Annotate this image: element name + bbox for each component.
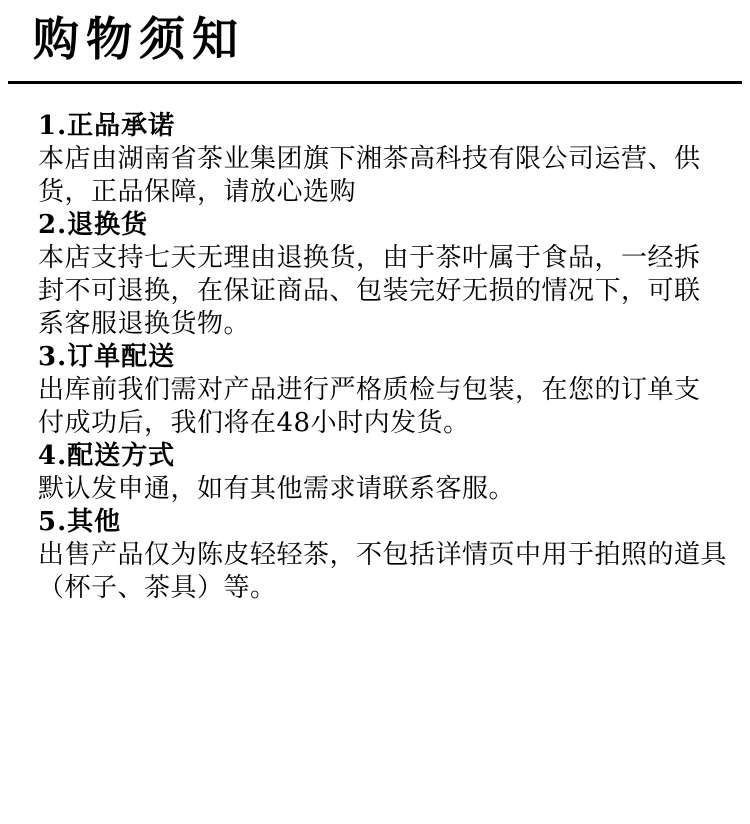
section-heading: 3.订单配送 bbox=[38, 342, 176, 372]
section-heading: 2.退换货 bbox=[38, 210, 149, 240]
section-body-line: 本店由湖南省茶业集团旗下湘茶高科技有限公司运营、供 bbox=[38, 144, 701, 174]
section-heading: 4.配送方式 bbox=[38, 441, 176, 471]
title-divider bbox=[8, 81, 742, 84]
notice-content bbox=[38, 110, 728, 605]
page-title: 购物须知 bbox=[33, 12, 245, 66]
section-body-line: 系客服退换货物。 bbox=[38, 309, 251, 339]
section-body-line: 封不可退换，在保证商品、包装完好无损的情况下，可联 bbox=[38, 276, 701, 306]
section-authenticity bbox=[38, 110, 720, 209]
section-body-line: 出库前我们需对产品进行严格质检与包装，在您的订单支 bbox=[38, 375, 701, 405]
section-body-line: 货，正品保障，请放心选购 bbox=[38, 177, 357, 207]
section-heading: 1.正品承诺 bbox=[38, 111, 176, 141]
section-body-line: 本店支持七天无理由退换货，由于茶叶属于食品，一经拆 bbox=[38, 243, 701, 273]
section-other bbox=[38, 506, 728, 605]
section-body-line: 默认发申通，如有其他需求请联系客服。 bbox=[38, 474, 516, 504]
section-returns bbox=[38, 209, 720, 341]
section-order-delivery bbox=[38, 341, 720, 440]
section-body-line: （杯子、茶具）等。 bbox=[38, 573, 277, 603]
section-shipping-method bbox=[38, 440, 720, 506]
section-body-line: 出售产品仅为陈皮轻轻茶，不包括详情页中用于拍照的道具 bbox=[38, 540, 728, 570]
shopping-notice-page bbox=[0, 14, 750, 824]
section-body-line: 付成功后，我们将在48小时内发货。 bbox=[38, 408, 470, 438]
section-heading: 5.其他 bbox=[38, 507, 122, 537]
